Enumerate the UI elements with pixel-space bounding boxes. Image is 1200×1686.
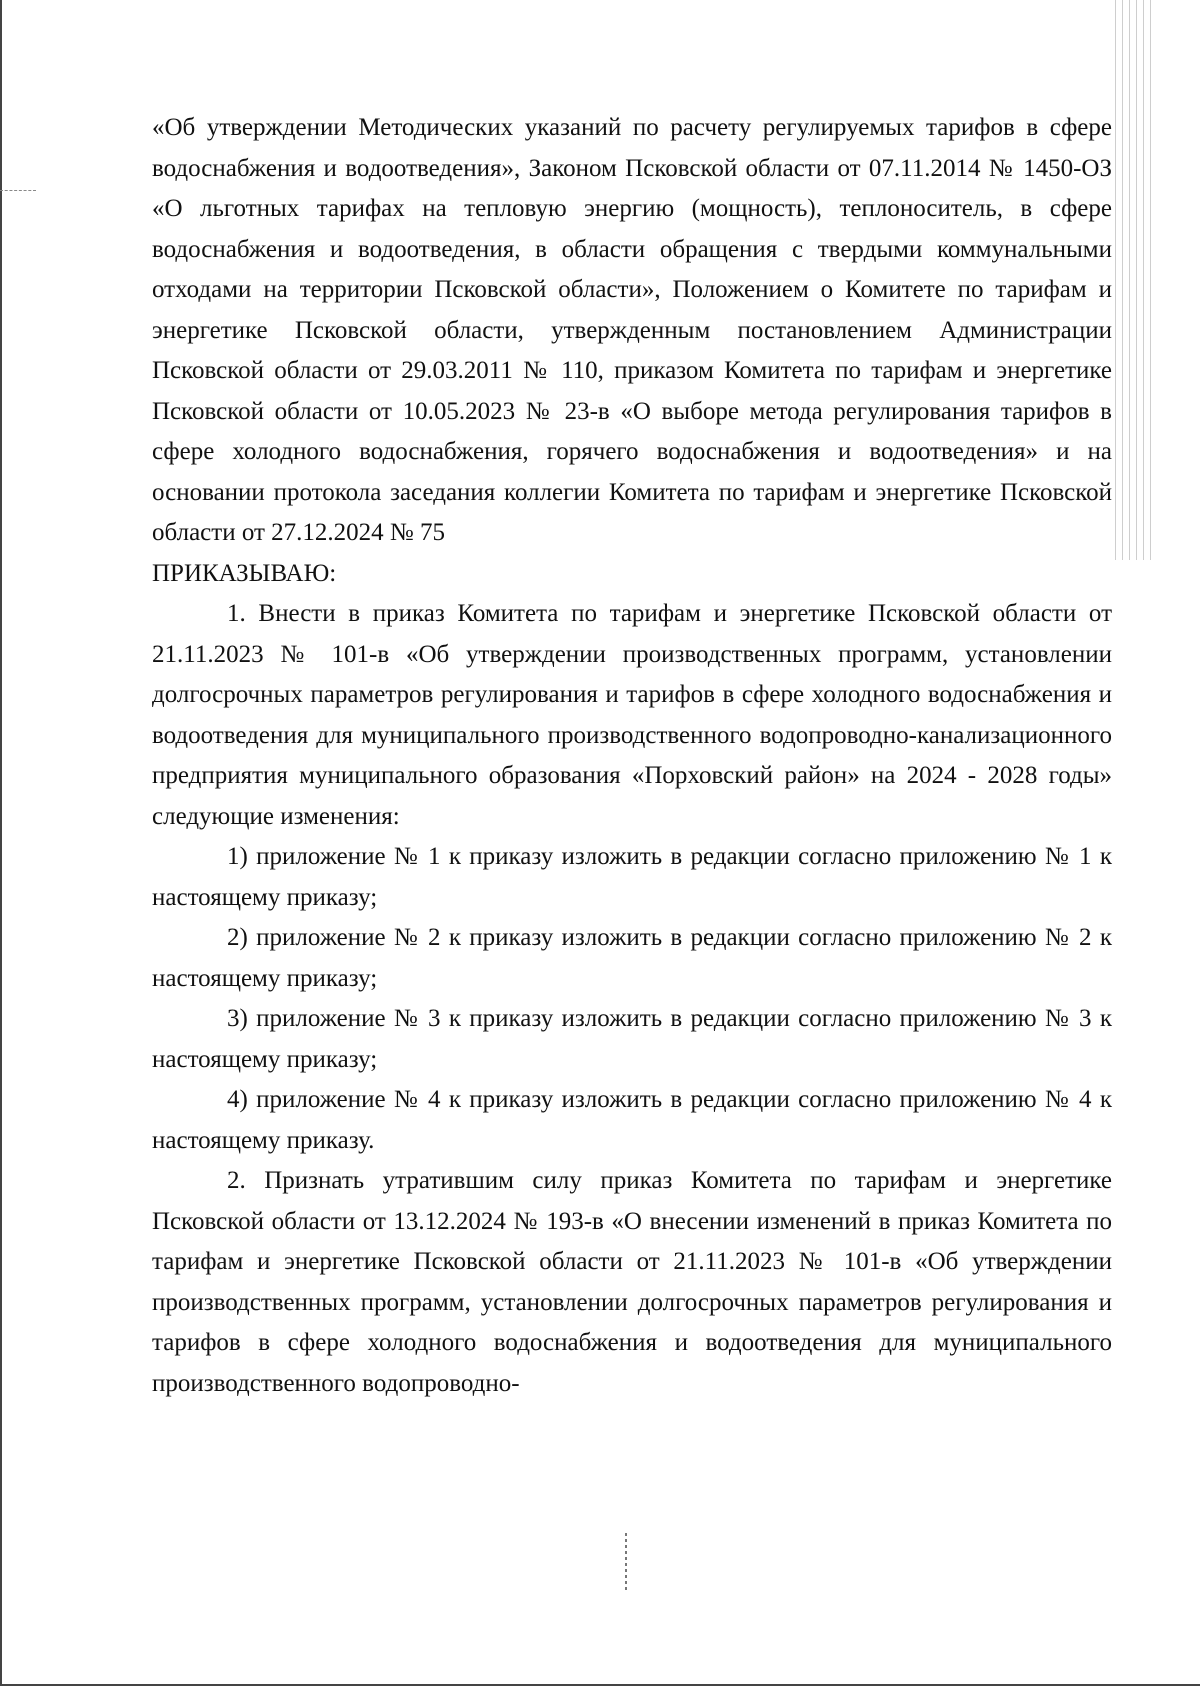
order-item-1: 1. Внести в приказ Комитета по тарифам и энергетике Псковской области от 21.11.2023 № 101-в «Об утверждении производственных программ, установлении долгосрочных параметров регулирования и тарифов в сфере холодного водоснабжения и водоотведения для муниципального производственного водопроводно-канализационного предприятия муниципального образования «Порховский район» на 2024 - 2028 годы» следующие изменения: — [152, 600, 1112, 830]
scan-noise-left-mark — [0, 190, 36, 191]
intro-paragraph: «Об утверждении Методических указаний по расчету регулируемых тарифов в сфере водоснабжения и водоотведения», Законом Псковской области от 07.11.2014 № 1450-ОЗ «О льготных тарифах на тепловую энергию (мощность), теплоноситель, в сфере водоснабжения и водоотведения, в области обращения с твердыми коммунальными отходами на территории Псковской области», Положением о Комитете по тарифам и энергетике Псковской области, утвержденным постановлением Администрации Псковской области от 29.03.2011 № 110, приказом Комитета по тарифам и энергетике Псковской области от 10.05.2023 № 23-в «О выборе метода регулирования тарифов в сфере холодного водоснабжения, горячего водоснабжения и водоотведения» и на основании протокола заседания коллегии Комитета по тарифам и энергетике Псковской области от 27.12.2024 № 75 — [152, 114, 1112, 546]
sub-item-2: 2) приложение № 2 к приказу изложить в редакции согласно приложению № 2 к настоящему приказу; — [152, 924, 1112, 992]
sub-item-1: 1) приложение № 1 к приказу изложить в редакции согласно приложению № 1 к настоящему приказу; — [152, 843, 1112, 911]
document-body — [152, 108, 1112, 1404]
sub-item-4: 4) приложение № 4 к приказу изложить в редакции согласно приложению № 4 к настоящему приказу. — [152, 1086, 1112, 1154]
order-item-2: 2. Признать утратившим силу приказ Комитета по тарифам и энергетике Псковской области от 13.12.2024 № 193-в «О внесении изменений в приказ Комитета по тарифам и энергетике Псковской области от 21.11.2023 № 101-в «Об утверждении производственных программ, установлении долгосрочных параметров регулирования и тарифов в сфере холодного водоснабжения и водоотведения для муниципального производственного водопроводно- — [152, 1167, 1112, 1397]
order-heading: ПРИКАЗЫВАЮ: — [152, 559, 337, 587]
scan-noise-right-edge — [1112, 0, 1152, 560]
sub-item-3: 3) приложение № 3 к приказу изложить в редакции согласно приложению № 3 к настоящему приказу; — [152, 1005, 1112, 1073]
scan-noise-bottom-mark — [625, 1530, 627, 1590]
